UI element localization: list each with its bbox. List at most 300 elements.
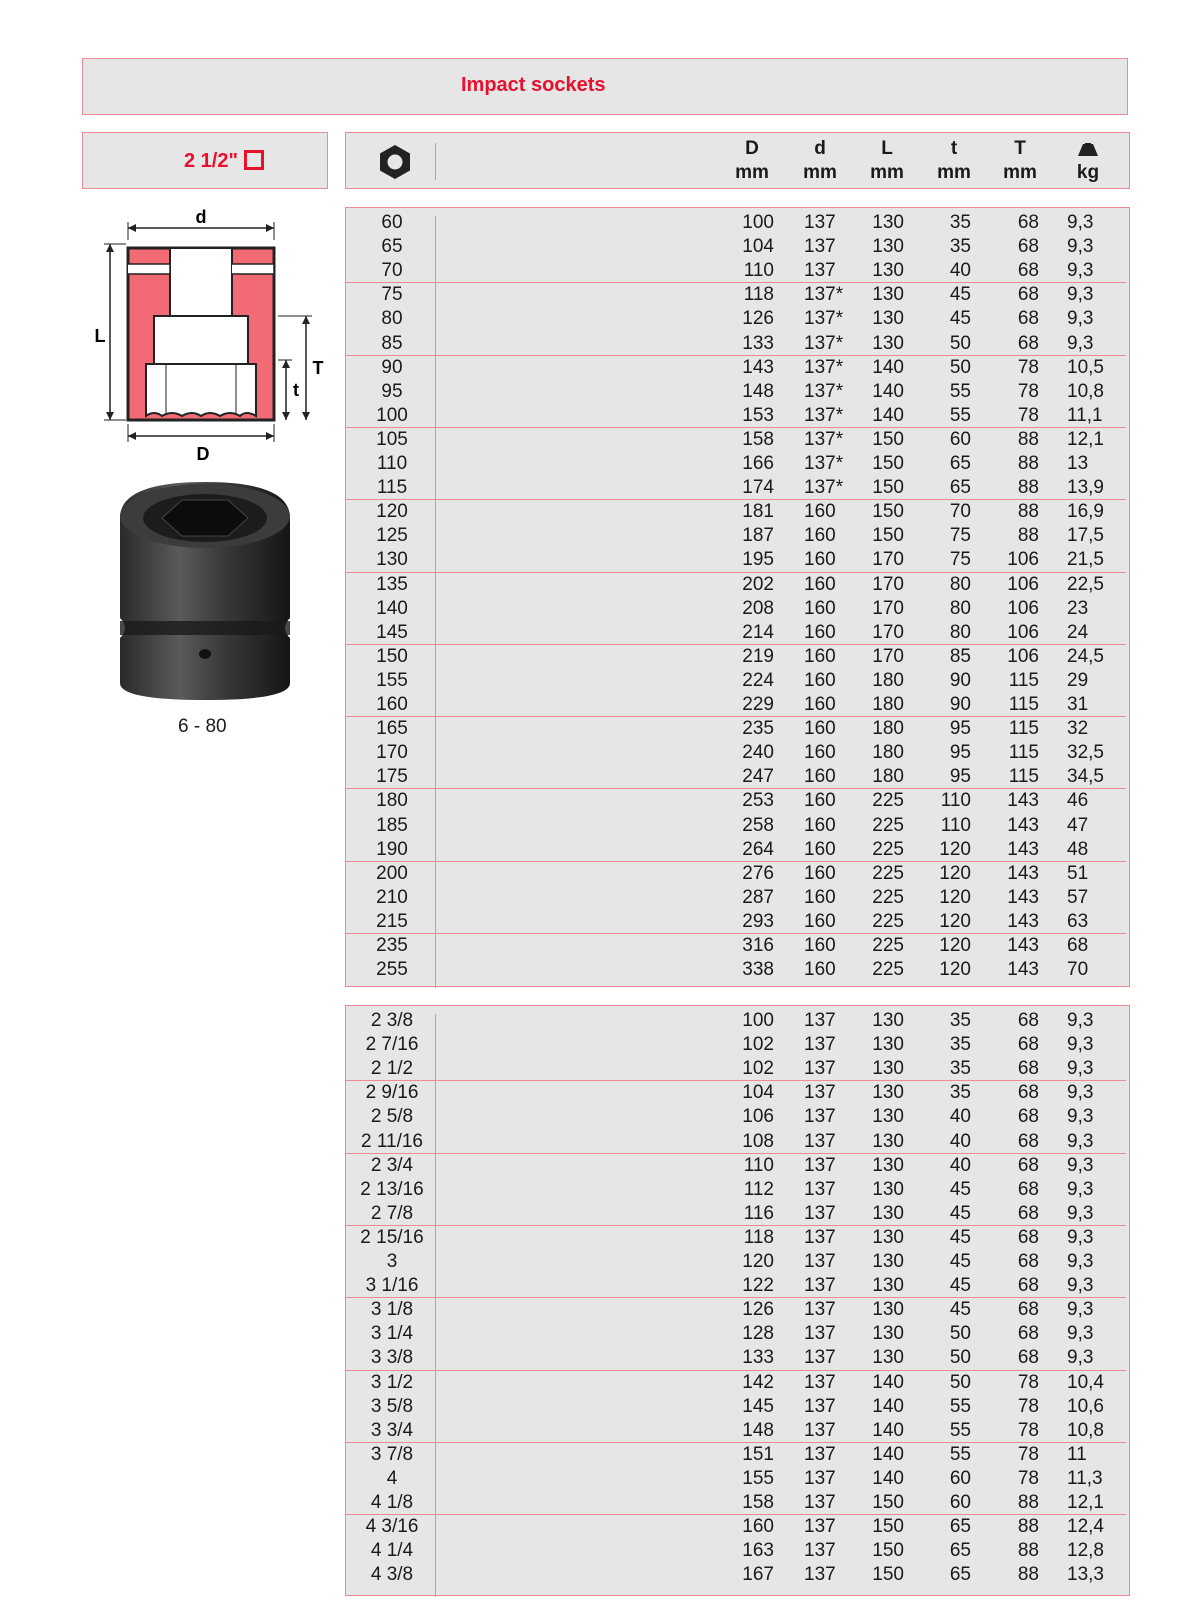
cell-T: 143 xyxy=(1007,910,1039,932)
cell-d: 160 xyxy=(804,621,836,643)
cell-t: 85 xyxy=(949,645,971,667)
cell-t: 120 xyxy=(939,862,971,884)
table-row xyxy=(346,404,1129,428)
cell-t: 110 xyxy=(940,814,971,836)
cell-T: 88 xyxy=(1017,477,1039,499)
cell-kg: 24 xyxy=(1067,621,1089,643)
cell-kg: 9,3 xyxy=(1067,1082,1094,1104)
cell-d: 160 xyxy=(804,766,836,788)
cell-t: 120 xyxy=(939,935,971,956)
header-L xyxy=(857,137,917,185)
cell-d: 137 xyxy=(804,1202,836,1224)
table-row xyxy=(346,910,1129,934)
cell-T: 68 xyxy=(1017,1154,1039,1176)
cell-d: 137* xyxy=(804,477,844,499)
cell-L: 130 xyxy=(872,1058,904,1080)
cell-T: 68 xyxy=(1017,1034,1039,1056)
cell-d: 160 xyxy=(804,501,836,523)
cell-L: 170 xyxy=(872,573,904,595)
cell-kg: 13 xyxy=(1067,453,1089,474)
cell-L: 130 xyxy=(872,1154,904,1176)
cell-d: 137* xyxy=(804,284,844,306)
cell-D: 148 xyxy=(742,1419,774,1441)
table-row xyxy=(346,741,1129,765)
cell-D: 316 xyxy=(742,935,774,956)
cell-kg: 10,8 xyxy=(1067,1419,1104,1441)
cell-d: 137 xyxy=(804,1443,836,1465)
cell-L: 130 xyxy=(872,1034,904,1056)
cell-T: 143 xyxy=(1007,959,1039,981)
cell-L: 140 xyxy=(872,1395,904,1417)
cell-D: 287 xyxy=(742,886,774,908)
table-row xyxy=(346,1419,1129,1443)
cell-L: 130 xyxy=(872,212,904,233)
cell-T: 68 xyxy=(1017,1178,1039,1200)
cell-L: 225 xyxy=(872,862,904,884)
cell-D: 338 xyxy=(742,959,774,981)
dim-label-d: d xyxy=(195,207,207,227)
cell-T: 143 xyxy=(1007,838,1039,860)
dim-label-t: t xyxy=(293,380,299,400)
cell-D: 258 xyxy=(742,814,774,836)
cell-L: 140 xyxy=(872,1443,904,1465)
cell-kg: 12,4 xyxy=(1067,1516,1104,1538)
table-row xyxy=(346,814,1129,838)
cell-L: 130 xyxy=(872,1275,904,1297)
cell-kg: 46 xyxy=(1067,790,1089,812)
cell-L: 225 xyxy=(872,790,904,812)
cell-D: 167 xyxy=(742,1564,774,1586)
cell-size: 180 xyxy=(376,790,408,812)
cell-T: 143 xyxy=(1007,886,1039,908)
cell-size: 160 xyxy=(376,694,408,715)
table-row xyxy=(346,356,1129,380)
cell-T: 143 xyxy=(1007,935,1039,956)
header-t-label: t xyxy=(950,138,958,159)
cell-kg: 9,3 xyxy=(1067,284,1094,306)
cell-T: 88 xyxy=(1017,1540,1039,1562)
cell-kg: 9,3 xyxy=(1067,260,1094,282)
cell-t: 45 xyxy=(949,284,971,306)
table-row xyxy=(346,1346,1129,1370)
cell-t: 80 xyxy=(949,597,971,619)
cell-L: 130 xyxy=(872,1299,904,1321)
cell-size: 3 1/8 xyxy=(370,1299,414,1321)
cell-size: 3 1/16 xyxy=(365,1275,419,1297)
cell-t: 65 xyxy=(949,1540,971,1562)
cell-T: 106 xyxy=(1007,621,1039,643)
cell-d: 137 xyxy=(804,1492,836,1513)
cell-kg: 9,3 xyxy=(1067,212,1094,233)
header-kg xyxy=(1058,137,1118,185)
cell-D: 240 xyxy=(742,742,774,764)
cell-D: 253 xyxy=(742,790,774,812)
cell-d: 137 xyxy=(804,1540,836,1562)
cell-kg: 11,1 xyxy=(1067,404,1103,426)
cell-d: 137 xyxy=(804,1299,836,1321)
table-row xyxy=(346,573,1129,597)
cell-kg: 10,4 xyxy=(1067,1371,1104,1393)
cell-T: 106 xyxy=(1007,573,1039,595)
cell-T: 106 xyxy=(1007,597,1039,619)
cell-D: 208 xyxy=(742,597,774,619)
cell-size: 3 3/8 xyxy=(370,1347,414,1369)
header-d-label: d xyxy=(814,138,826,159)
cell-kg: 9,3 xyxy=(1067,332,1094,354)
table-row xyxy=(346,1467,1129,1491)
cell-t: 75 xyxy=(949,525,971,547)
cell-size: 65 xyxy=(381,236,403,258)
cell-T: 106 xyxy=(1007,549,1039,571)
cell-T: 68 xyxy=(1017,1251,1039,1272)
cell-kg: 9,3 xyxy=(1067,1275,1094,1297)
cell-d: 137* xyxy=(804,453,844,474)
header-T-label: T xyxy=(1014,138,1026,159)
cell-d: 160 xyxy=(804,645,836,667)
cell-d: 137 xyxy=(804,1275,836,1297)
cell-t: 120 xyxy=(939,886,971,908)
table-row xyxy=(346,958,1129,982)
cell-D: 158 xyxy=(742,1492,774,1513)
cell-size: 2 5/8 xyxy=(370,1106,414,1128)
cell-kg: 9,3 xyxy=(1067,1010,1094,1031)
cell-T: 68 xyxy=(1017,1058,1039,1080)
cell-D: 181 xyxy=(742,501,774,523)
cell-size: 215 xyxy=(376,910,408,932)
cell-D: 235 xyxy=(742,718,774,740)
cell-t: 40 xyxy=(949,260,971,282)
header-T xyxy=(990,137,1050,185)
cell-size: 210 xyxy=(376,886,408,908)
cell-kg: 48 xyxy=(1067,838,1089,860)
cell-t: 80 xyxy=(949,573,971,595)
header-D xyxy=(722,137,782,185)
table-row xyxy=(346,1515,1129,1539)
cell-kg: 9,3 xyxy=(1067,1130,1094,1152)
cell-L: 130 xyxy=(872,1226,904,1248)
cell-D: 116 xyxy=(743,1202,774,1224)
table-row xyxy=(346,1443,1129,1467)
cell-D: 187 xyxy=(742,525,774,547)
table-header xyxy=(345,132,1130,189)
cell-D: 166 xyxy=(742,453,774,474)
table-row xyxy=(346,886,1129,910)
cell-size: 4 3/16 xyxy=(365,1516,419,1538)
table-row xyxy=(346,645,1129,669)
table-row xyxy=(346,1322,1129,1346)
cell-size: 3 1/4 xyxy=(370,1323,414,1345)
cell-kg: 9,3 xyxy=(1067,1058,1094,1080)
cell-size: 2 11/16 xyxy=(361,1130,423,1152)
cell-L: 140 xyxy=(872,404,904,426)
cell-d: 160 xyxy=(804,597,836,619)
cell-size: 110 xyxy=(376,453,408,474)
header-d xyxy=(790,137,850,185)
cell-D: 264 xyxy=(742,838,774,860)
socket-cross-section-diagram xyxy=(88,204,328,466)
cell-T: 68 xyxy=(1017,1323,1039,1345)
cell-T: 78 xyxy=(1017,1443,1039,1465)
cell-d: 137 xyxy=(804,1106,836,1128)
cell-d: 137 xyxy=(804,1564,836,1586)
cell-size: 2 9/16 xyxy=(365,1082,419,1104)
cell-size: 115 xyxy=(376,477,408,499)
cell-t: 65 xyxy=(949,1516,971,1538)
cell-t: 75 xyxy=(949,549,971,571)
header-d-unit: mm xyxy=(803,162,837,183)
table-row xyxy=(346,1563,1129,1587)
table-row xyxy=(346,1009,1129,1033)
cell-t: 35 xyxy=(949,1058,971,1080)
table-row xyxy=(346,934,1129,958)
cell-L: 140 xyxy=(872,356,904,378)
table-row xyxy=(346,307,1129,331)
cell-D: 122 xyxy=(742,1275,774,1297)
cell-kg: 21,5 xyxy=(1067,549,1104,571)
cell-kg: 34,5 xyxy=(1067,766,1104,788)
cell-t: 40 xyxy=(949,1154,971,1176)
cell-T: 88 xyxy=(1017,1492,1039,1513)
cell-D: 118 xyxy=(743,284,774,306)
cell-L: 170 xyxy=(872,597,904,619)
cell-t: 95 xyxy=(949,742,971,764)
cell-t: 35 xyxy=(949,236,971,258)
cell-size: 125 xyxy=(376,525,408,547)
cell-L: 225 xyxy=(872,814,904,836)
cell-size: 2 7/16 xyxy=(365,1034,419,1056)
cell-L: 150 xyxy=(872,428,904,450)
cell-T: 68 xyxy=(1017,1275,1039,1297)
cell-L: 170 xyxy=(872,621,904,643)
cell-D: 112 xyxy=(743,1178,774,1200)
table-row xyxy=(346,669,1129,693)
cell-size: 70 xyxy=(381,260,403,282)
cell-kg: 12,1 xyxy=(1067,428,1104,450)
cell-L: 130 xyxy=(872,1082,904,1104)
header-L-unit: mm xyxy=(870,162,904,183)
table-row xyxy=(346,235,1129,259)
table-row xyxy=(346,621,1129,645)
cell-d: 160 xyxy=(804,886,836,908)
table-row xyxy=(346,1081,1129,1105)
cell-t: 40 xyxy=(949,1130,971,1152)
cell-L: 225 xyxy=(872,910,904,932)
cell-D: 120 xyxy=(742,1251,774,1272)
cell-T: 68 xyxy=(1017,308,1039,330)
cell-size: 100 xyxy=(376,404,408,426)
cell-T: 68 xyxy=(1017,1299,1039,1321)
dim-label-D: D xyxy=(196,444,210,464)
cell-T: 68 xyxy=(1017,236,1039,258)
table-row xyxy=(346,1033,1129,1057)
cell-d: 137 xyxy=(804,1010,836,1031)
cell-t: 80 xyxy=(949,621,971,643)
cell-d: 160 xyxy=(804,935,836,956)
cell-t: 55 xyxy=(949,380,971,402)
cell-T: 68 xyxy=(1017,212,1039,233)
cell-kg: 9,3 xyxy=(1067,236,1094,258)
cell-D: 153 xyxy=(742,404,774,426)
dim-label-L: L xyxy=(94,326,106,346)
cell-T: 68 xyxy=(1017,1202,1039,1224)
cell-T: 115 xyxy=(1008,742,1039,764)
cell-kg: 13,9 xyxy=(1067,477,1104,499)
cell-L: 130 xyxy=(872,332,904,354)
cell-d: 137* xyxy=(804,380,844,402)
cell-L: 130 xyxy=(872,1202,904,1224)
cell-t: 35 xyxy=(949,1034,971,1056)
cell-kg: 11,3 xyxy=(1067,1467,1103,1489)
cell-t: 65 xyxy=(949,1564,971,1586)
cell-t: 60 xyxy=(949,1467,971,1489)
cell-D: 133 xyxy=(742,1347,774,1369)
cell-L: 130 xyxy=(872,236,904,258)
cell-d: 160 xyxy=(804,862,836,884)
cell-d: 137 xyxy=(804,1419,836,1441)
cell-D: 202 xyxy=(742,573,774,595)
cell-t: 35 xyxy=(949,1010,971,1031)
cell-size: 2 13/16 xyxy=(360,1178,424,1200)
table-row xyxy=(346,765,1129,789)
cell-d: 137* xyxy=(804,428,844,450)
cell-D: 174 xyxy=(742,477,774,499)
cell-T: 88 xyxy=(1017,453,1039,474)
cell-L: 130 xyxy=(872,308,904,330)
cell-D: 145 xyxy=(742,1395,774,1417)
cell-d: 137 xyxy=(804,1082,836,1104)
cell-T: 115 xyxy=(1008,766,1039,788)
cell-kg: 70 xyxy=(1067,959,1089,981)
cell-t: 35 xyxy=(949,212,971,233)
cell-T: 88 xyxy=(1017,1516,1039,1538)
cell-kg: 9,3 xyxy=(1067,1347,1094,1369)
cell-t: 110 xyxy=(940,790,971,812)
cell-L: 170 xyxy=(872,645,904,667)
cell-t: 50 xyxy=(949,1347,971,1369)
cell-D: 104 xyxy=(742,236,774,258)
cell-size: 145 xyxy=(376,621,408,643)
cell-size: 3 xyxy=(386,1251,398,1272)
cell-kg: 51 xyxy=(1067,862,1089,884)
cell-L: 180 xyxy=(872,742,904,764)
cell-size: 4 1/8 xyxy=(370,1492,414,1513)
cell-T: 78 xyxy=(1017,1467,1039,1489)
cell-t: 50 xyxy=(949,356,971,378)
cell-t: 120 xyxy=(939,838,971,860)
table-row xyxy=(346,332,1129,356)
cell-D: 155 xyxy=(742,1467,774,1489)
cell-T: 78 xyxy=(1017,1371,1039,1393)
table-row xyxy=(346,1491,1129,1515)
cell-d: 137 xyxy=(804,1251,836,1272)
cell-D: 163 xyxy=(742,1540,774,1562)
cell-T: 88 xyxy=(1017,501,1039,523)
cell-kg: 10,5 xyxy=(1067,356,1104,378)
table-row xyxy=(346,1539,1129,1563)
cell-d: 137 xyxy=(804,1058,836,1080)
table-row xyxy=(346,838,1129,862)
cell-D: 128 xyxy=(742,1323,774,1345)
cell-size: 75 xyxy=(381,284,403,306)
cell-D: 195 xyxy=(742,549,774,571)
cell-D: 219 xyxy=(742,645,774,667)
cell-t: 45 xyxy=(949,1251,971,1272)
cell-D: 224 xyxy=(742,669,774,691)
cell-kg: 13,3 xyxy=(1067,1564,1104,1586)
cell-kg: 24,5 xyxy=(1067,645,1104,667)
cell-T: 68 xyxy=(1017,332,1039,354)
cell-L: 130 xyxy=(872,1010,904,1031)
cell-d: 160 xyxy=(804,790,836,812)
cell-T: 78 xyxy=(1017,1395,1039,1417)
cell-size: 3 1/2 xyxy=(370,1371,414,1393)
cell-size: 2 15/16 xyxy=(360,1226,424,1248)
weight-icon xyxy=(1058,137,1118,161)
cell-t: 65 xyxy=(949,453,971,474)
cell-size: 2 7/8 xyxy=(370,1202,414,1224)
cell-d: 137 xyxy=(804,1034,836,1056)
cell-t: 40 xyxy=(949,1106,971,1128)
cell-t: 60 xyxy=(949,428,971,450)
cell-t: 55 xyxy=(949,1395,971,1417)
cell-kg: 63 xyxy=(1067,910,1089,932)
table-row xyxy=(346,1274,1129,1298)
cell-t: 45 xyxy=(949,308,971,330)
cell-L: 150 xyxy=(872,525,904,547)
cell-size: 255 xyxy=(376,959,408,981)
cell-L: 150 xyxy=(872,1516,904,1538)
cell-kg: 32 xyxy=(1067,718,1089,740)
cell-L: 170 xyxy=(872,549,904,571)
table-row xyxy=(346,1371,1129,1395)
cell-T: 68 xyxy=(1017,260,1039,282)
table-row xyxy=(346,283,1129,307)
cell-d: 160 xyxy=(804,814,836,836)
cell-D: 229 xyxy=(742,694,774,715)
cell-L: 150 xyxy=(872,1492,904,1513)
cell-d: 160 xyxy=(804,669,836,691)
cell-L: 180 xyxy=(872,718,904,740)
cell-L: 140 xyxy=(872,1371,904,1393)
cell-L: 180 xyxy=(872,766,904,788)
cell-kg: 68 xyxy=(1067,935,1089,956)
cell-kg: 10,8 xyxy=(1067,380,1104,402)
cell-D: 102 xyxy=(742,1058,774,1080)
cell-L: 225 xyxy=(872,935,904,956)
cell-d: 160 xyxy=(804,718,836,740)
cell-T: 106 xyxy=(1007,645,1039,667)
cell-T: 68 xyxy=(1017,1226,1039,1248)
header-kg-unit: kg xyxy=(1076,162,1100,183)
cell-size: 200 xyxy=(376,862,408,884)
cell-size: 4 3/8 xyxy=(370,1564,414,1586)
cell-D: 247 xyxy=(742,766,774,788)
table-row xyxy=(346,862,1129,886)
cell-D: 100 xyxy=(742,1010,774,1031)
cell-t: 50 xyxy=(949,332,971,354)
table-row xyxy=(346,1057,1129,1081)
table-row xyxy=(346,500,1129,524)
cell-T: 115 xyxy=(1008,669,1039,691)
cell-size: 95 xyxy=(381,380,403,402)
cell-D: 142 xyxy=(742,1371,774,1393)
cell-T: 115 xyxy=(1008,718,1039,740)
cell-T: 143 xyxy=(1007,814,1039,836)
cell-size: 2 3/4 xyxy=(370,1154,414,1176)
cell-size: 2 1/2 xyxy=(370,1058,414,1080)
cell-d: 137 xyxy=(804,1395,836,1417)
drive-size-label: 2 1/2" xyxy=(184,150,238,172)
